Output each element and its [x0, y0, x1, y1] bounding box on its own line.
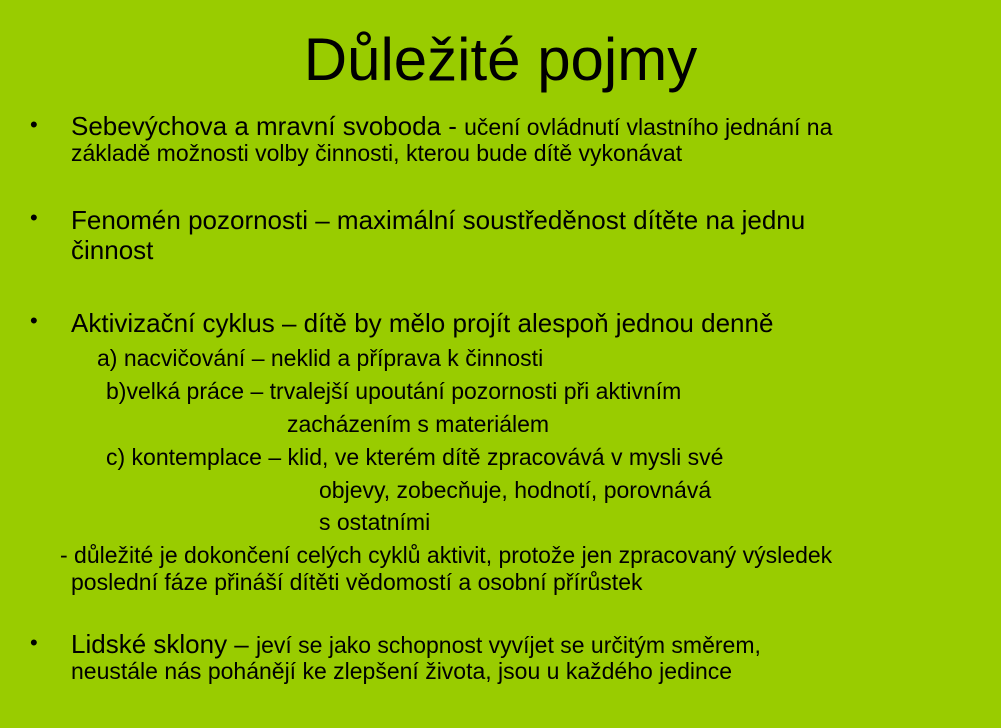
- item-2-line-2: činnost: [71, 235, 154, 265]
- item-3-line-1: Aktivizační cyklus – dítě by mělo projít alespoň jednou denně: [71, 308, 774, 338]
- item-1-line-1: [71, 111, 832, 141]
- item-1-desc: učení ovládnutí vlastního jednání na: [464, 114, 833, 140]
- item-3-sub-c-line-3: s ostatními: [319, 509, 431, 535]
- item-4-term: Lidské sklony –: [71, 629, 256, 659]
- page-title: Důležité pojmy: [303, 26, 698, 93]
- item-1-term: Sebevýchova a mravní svoboda -: [71, 111, 465, 141]
- bullet-icon: •: [30, 205, 38, 230]
- item-4-desc: jeví se jako schopnost vyvíjet se určitým směrem,: [255, 632, 761, 658]
- bullet-icon: •: [30, 630, 38, 655]
- item-3-sub-c-line-1: c) kontemplace – klid, ve kterém dítě zpracovává v mysli své: [106, 444, 724, 470]
- item-3-note-line-1: - důležité je dokončení celých cyklů aktivit, protože jen zpracovaný výsledek: [60, 542, 833, 568]
- item-1-line-2: základě možnosti volby činnosti, kterou bude dítě vykonávat: [71, 140, 683, 166]
- item-3-sub-b-line-2: zacházením s materiálem: [287, 411, 550, 437]
- bullet-icon: •: [30, 308, 38, 333]
- item-3-sub-c-line-2: objevy, zobecňuje, hodnotí, porovnává: [319, 477, 712, 503]
- bullet-icon: •: [30, 112, 38, 137]
- item-3-note-line-2: poslední fáze přináší dítěti vědomostí a osobní přírůstek: [71, 569, 643, 595]
- item-4-line-1: [71, 629, 761, 659]
- item-2-line-1: Fenomén pozornosti – maximální soustředěnost dítěte na jednu: [71, 205, 806, 235]
- item-3-sub-a: a) nacvičování – neklid a příprava k činnosti: [97, 345, 544, 371]
- item-4-line-2: neustále nás pohánějí ke zlepšení života, jsou u každého jedince: [71, 658, 733, 684]
- item-3-sub-b-line-1: b)velká práce – trvalejší upoutání pozornosti při aktivním: [106, 378, 682, 404]
